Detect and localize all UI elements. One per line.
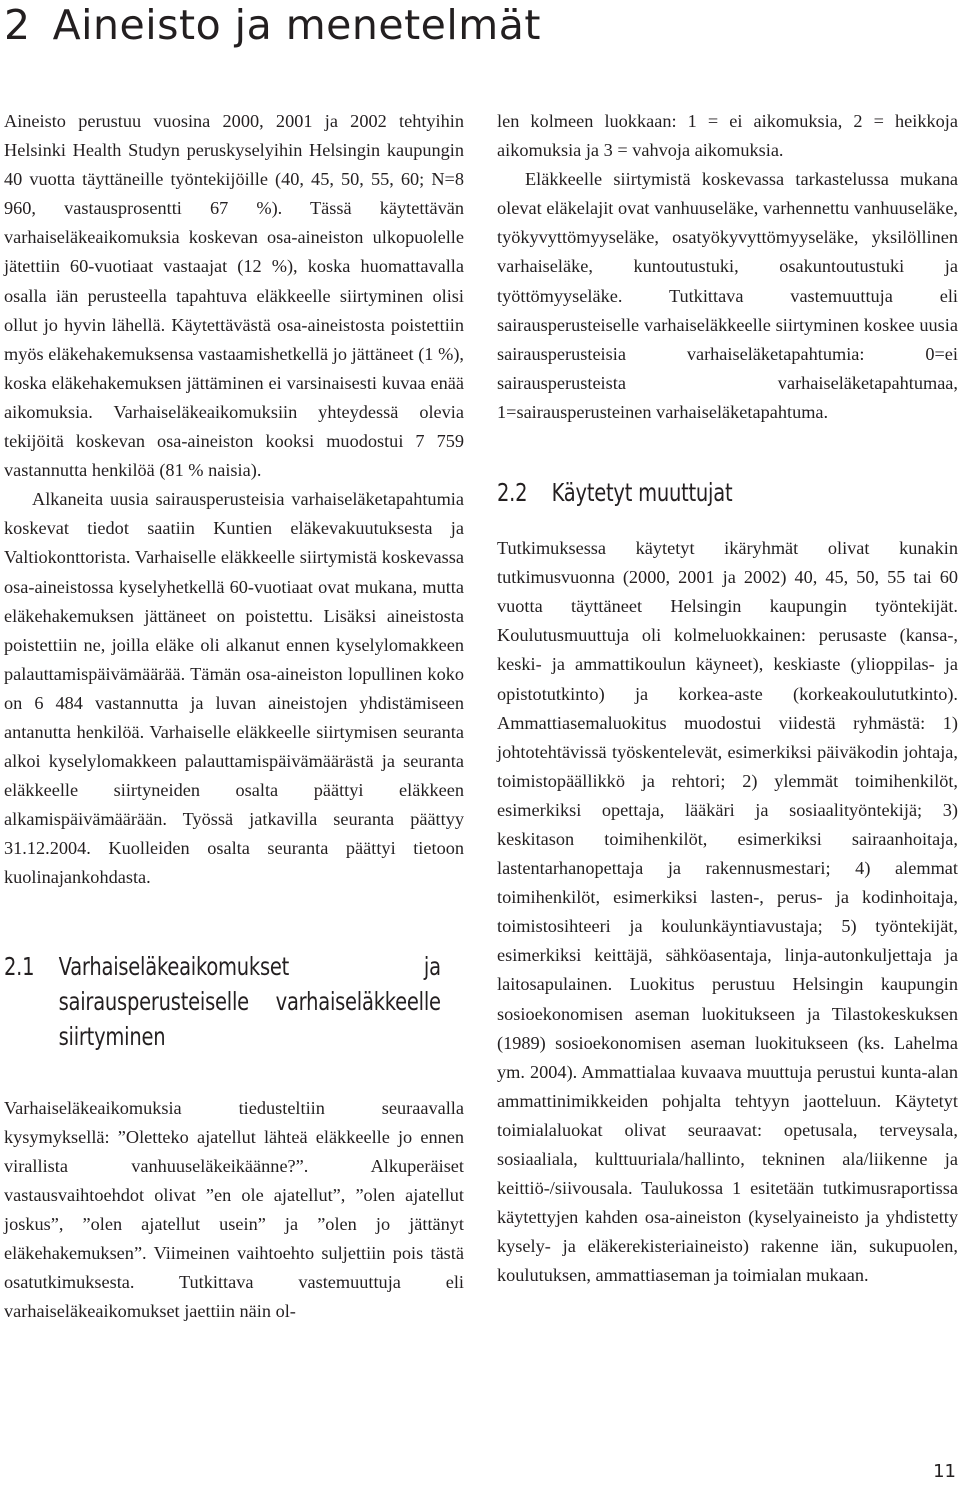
section-heading-2-2	[497, 475, 934, 510]
chapter-number: 2	[4, 1, 31, 49]
chapter-title	[4, 0, 541, 50]
right-paragraph-3: Tutkimuksessa käytetyt ikäryhmät olivat kunakin tutkimusvuonna (2000, 2001 ja 2002) 40, 45, 50, 55 tai 60 vuotta täyttäneet Helsingin kaupungin työntekijät. Koulutusmuuttuja oli kolmeluokkainen: perusaste (kansa-, keski- ja ammattikoulun käyneet), keskiaste (ylioppilas- ja opistotutkinto) ja korkea-aste (korkeakoulututkinto). Ammattiasemaluokitus muodostui viidestä ryhmästä: 1) johtotehtävissä työskentelevät, esimerkiksi päiväkodin johtaja, toimistopäällikkö ja rehtori; 2) ylemmät toimihenkilöt, esimerkiksi opettaja, lääkäri ja sosiaalityöntekijä; 3) keskitason toimihenkilöt, esimerkiksi sairaanhoitaja, lastentarhanopettaja ja rakennusmestari; 4) alemmat toimihenkilöt, esimerkiksi lasten-, perus- ja kodinhoitaja, toimistosihteeri ja koulunkäyntiavustaja; 5) työntekijät, esimerkiksi keittäjä, sähköasentaja, linja-autonkuljettaja ja laitosapulainen. Luokitus perustuu Helsingin kaupungin sosioekonomisen aseman luokitukseen ja Tilastokeskuksen (1989) sosioekonomisen aseman luokitukseen (ks. Lahelma ym. 2004). Ammattialaa kuvaava muuttuja perustui kunta-alan ammattinimikkeiden pohjalta tehtyyn jaotteluun. Käytetyt toimialaluokat olivat seuraavat: opetusala, terveysala, sosiaaliala, kulttuuriala/hallinto, tekninen ala/liikenne ja keittiö-/siivousala. Taulukossa 1 esitetään tutkimusraportissa käytettyjen kahden osa-aineiston (kyselyaineisto ja yhdistetty kysely- ja eläkerekisteriaineisto) rakenne iän, sukupuolen, koulutuksen, ammattiaseman ja toimialan mukaan.	[497, 538, 958, 1286]
section-2-2-number: 2.2	[497, 478, 528, 508]
section-2-1-number: 2.1	[4, 951, 35, 981]
chapter-title-text: Aineisto ja menetelmät	[52, 1, 541, 49]
left-paragraph-1: Aineisto perustuu vuosina 2000, 2001 ja 2002 tehtyihin Helsinki Health Studyn peruskyselyihin Helsingin kaupungin 40 vuotta täyttäneille työntekijöille (40, 45, 50, 55, 60; N=8 960, vastausprosentti 67 %). Tässä käytettävän varhaiseläkeaikomuksia koskevan osa-aineiston ulkopuolelle jätettiin 60-vuotiaat vastaajat (12 %), koska huomattavalla osalla iän perusteella tapahtuva eläkkeelle siirtyminen olisi ollut jo hyvin lähellä. Käytettävästä osa-aineistosta poistettiin myös eläkehakemuksensa vastaamishetkellä jo jättäneet (1 %), koska eläkehakemuksen jättäminen ei varsinaisesti kuvaa enää aikomuksia. Varhaiseläkeaikomuksiin yhteydessä olevia tekijöitä koskevan osa-aineiston kooksi muodostui 7 759 vastannutta henkilöä (81 % naisia).	[4, 111, 464, 481]
left-paragraph-3: Varhaiseläkeaikomuksia tiedusteltiin seuraavalla kysymyksellä: ”Oletteko ajatellut lähteä eläkkeelle jo ennen virallista vanhuuseläkeikäänne?”. Alkuperäiset vastausvaihtoehdot olivat ”en ole ajatellut”, ”olen ajatellut joskus”, ”olen ajatellut usein” ja ”olen jo jättänyt eläkehakemuksen”. Viimeinen vaihtoehto suljettiin pois tästä osatutkimuksesta. Tutkittava vastemuuttuja eli varhaiseläkeaikomukset jaettiin näin ol-	[4, 1097, 464, 1322]
right-column	[497, 107, 958, 1290]
right-paragraph-1: len kolmeen luokkaan: 1 = ei aikomuksia, 2 = heikkoja aikomuksia ja 3 = vahvoja aikomuksia.	[497, 111, 958, 161]
page-number: 11	[933, 1461, 956, 1482]
section-2-2-title: Käytetyt muuttujat	[551, 478, 733, 508]
left-paragraph-2: Alkaneita uusia sairausperusteisia varhaiseläketapahtumia koskevat tiedot saatiin Kuntien eläkevakuutuksesta ja Valtiokonttorista. Varhaiselle eläkkeelle siirtymistä koskevassa osa-aineistossa kyselyhetkellä 60-vuotiaat ovat mukana, mutta eläkehakemuksen jättäneet on poistettu. Lisäksi aineistosta poistettiin ne, joilla eläke oli alkanut ennen kyselylomakkeen palauttamispäivämäärää. Tämän osa-aineiston lopullinen koko on 6 484 vastannutta ja luvan aineistojen yhdistämiseen antanutta henkilöä. Varhaiselle eläkkeelle siirtymisen seuranta alkoi kyselylomakkeen palauttamispäivämäärästä ja seuranta eläkkeelle siirtyneiden osalta päättyi eläkkeen alkamispäivämäärään. Työssä jatkavilla seuranta päättyy 31.12.2004. Kuolleiden osalta seuranta päättyi tietoon kuolinajankohdasta.	[4, 489, 464, 888]
right-paragraph-2: Eläkkeelle siirtymistä koskevassa tarkastelussa mukana olevat eläkelajit ovat vanhuuseläke, varhennettu vanhuuseläke, työkyvyttömyyseläke, osatyökyvyttömyyseläke, yksilöllinen varhaiseläke, kuntoutustuki, osakuntoutustuki ja työttömyyseläke. Tutkittava vastemuuttuja eli sairausperusteiselle varhaiseläkkeelle siirtyminen koskee uusia sairausperusteisia varhaiseläketapahtumia: 0=ei sairausperusteista varhaiseläketapahtumaa, 1=sairausperusteinen varhaiseläketapahtuma.	[497, 169, 958, 422]
section-heading-2-1	[4, 949, 441, 1054]
section-2-1-title: Varhaiseläkeaikomukset ja sairausperusteiselle varhaiseläkkeelle siirtyminen	[58, 951, 441, 1051]
left-column	[4, 107, 464, 1326]
